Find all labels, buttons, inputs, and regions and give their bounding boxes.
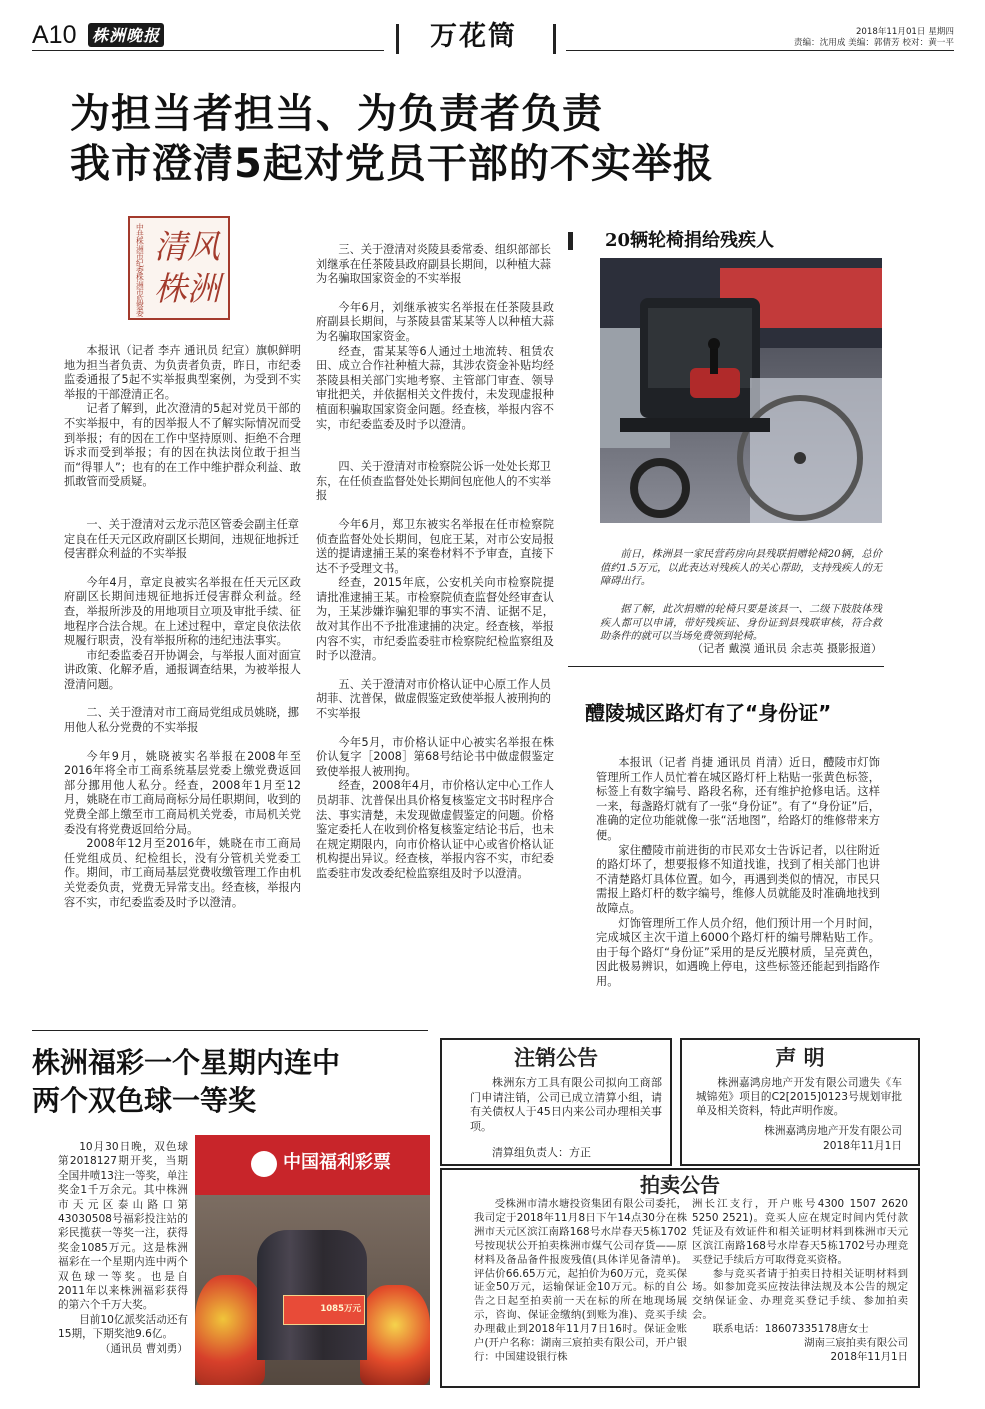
notice-cancel-box: [440, 1038, 672, 1166]
issue-date: 2018年11月01日 星期四: [855, 27, 954, 37]
body-paragraph: 本报讯（记者 李卉 通讯员 纪宣）旗帜鲜明地为担当者负责、为负责者负责，昨日，市纪委监委通报了5起不实举报典型案例，为受到不实举报的干部澄清正名。: [64, 344, 301, 401]
notice-statement-box: [680, 1038, 920, 1166]
body-paragraph: 市纪委监委召开协调会，与举报人面对面宣讲政策、化解矛盾，通报调查结果，为被举报人澄清问题。: [64, 648, 301, 691]
discipline-seal: [128, 216, 230, 320]
paragraph-spacer: [316, 432, 554, 460]
notice-cancel-sign: 清算组负责人：方正: [492, 1146, 591, 1159]
auction-date: 2018年11月1日: [830, 1350, 908, 1363]
body-paragraph: 今年9月，姚晓被实名举报在2008年至2016年将全市工商系统基层党委上缴党费返回部分挪用他人私分。经查，2008年1月至12月，姚晓在市工商局商标分局任职期间，收到的党费全部上缴至市工商局机关党委，市局机关党委没有将党费返回给分局。: [64, 749, 301, 836]
case-heading: 五、关于澄清对市价格认证中心原工作人员胡菲、沈普保，做虚假鉴定致使举报人被刑拘的不实举报: [316, 677, 551, 721]
photo-caption-2: 据了解，此次捐赠的轮椅只要是该县一、二级下肢肢体残疾人都可以申请，带好残疾证、身份证到县残联审核，符合救助条件的就可以当场免费领到轮椅。: [600, 604, 882, 643]
paragraph-spacer: [316, 287, 554, 301]
photo-story-title: 20辆轮椅捐给残疾人: [605, 230, 775, 251]
lamp-para: 本报讯（记者 肖捷 通讯员 肖清）近日，醴陵市灯饰管理所工作人员忙着在城区路灯杆上粘贴一张黄色标签，标签上有数字编号、路段名称，还有维护抢修电话。这样一来，每盏路灯就有了一张“身份证”。有了“身份证”后，准确的定位功能就像一张“活地图”，给路灯的维修带来方便。: [596, 756, 880, 842]
lottery-photo-sign: [195, 1135, 430, 1195]
headline-line-2: 我市澄清5起对党员干部的不实举报: [70, 141, 714, 187]
masthead-rule-left: [32, 50, 384, 51]
notice-statement-sign: 株洲嘉鸿房地产开发有限公司: [764, 1125, 902, 1137]
paragraph-spacer: [64, 490, 301, 518]
section-name: 万花筒: [430, 21, 517, 52]
lower-section-rule: [32, 1030, 428, 1031]
lamp-para: 家住醴陵市前进街的市民邓女士告诉记者，以往附近的路灯坏了，想要报修不知道找谁，找到了相关部门也讲不清楚路灯具体位置。如今，再遇到类似的情况，市民只需报上路灯杆的数字编号，维修人员就能及时准确地找到故障点。: [596, 843, 880, 915]
auction-contact: 联系电话：18607335178唐女士: [712, 1323, 869, 1336]
main-story-column-2: [316, 243, 554, 882]
case-heading: 二、关于澄清对市工商局党组成员姚晓，挪用他人私分党费的不实举报: [64, 706, 299, 735]
body-paragraph: 经查，2015年底，公安机关向市检察院提请批准逮捕王某。市检察院侦查监督处经审查认为，王某涉嫌诈骗犯罪的事实不清、证据不足，故对其作出不予批准逮捕的决定。经查核，举报内容不实，市纪委监委驻市检察院纪检监察组及时予以澄清。: [316, 576, 554, 663]
notice-auction-left: 受株洲市清水塘投资集团有限公司委托，我司定于2018年11月8日下午14点30分在株洲市天元区滨江南路168号水岸春天5栋1702号按现状公开拍卖株洲市煤气公司存货——原材料及备品备件报废残值(具体详见备清单)。评估价66.65万元，起拍价为60万元，竞买保证金50万元，运输保证金10万元。标的自公告之日起至拍卖前一天在标的所在地现场展示，咨询、保证金缴纳(到账为准)、竞买手续办理截止到2018年11月7日16时。保证金账户(开户名称：湖南三宸拍卖有限公司，开户银行：中国建设银行株: [474, 1198, 687, 1363]
notice-auction-box: [440, 1168, 920, 1388]
case-heading: 四、关于澄清对市检察院公诉一处处长郑卫东，在任侦查监督处处长期间包庇他人的不实举报: [316, 460, 551, 503]
photo-story-rule: [568, 232, 573, 250]
masthead-rule-right: [566, 50, 954, 51]
paragraph-spacer: [316, 664, 554, 678]
body-paragraph: 今年6月，郑卫东被实名举报在任市检察院侦查监督处处长期间，包庇王某，对市公安局报送的提请逮捕王某的案卷材料不予审查，直接下达不予受理文书。: [316, 517, 554, 575]
section-bar-right: [553, 24, 556, 54]
body-paragraph: 今年5月，市价格认证中心被实名举报在株价认复字［2008］第68号结论书中做虚假鉴定致使举报人被刑拘。: [316, 735, 554, 778]
section-bar: [396, 24, 399, 54]
lottery-sign-text: 中国福利彩票: [283, 1152, 391, 1173]
lottery-body: [58, 1140, 188, 1356]
notice-cancel-title: 注销公告: [514, 1046, 598, 1070]
seal-small-text: 中共株洲市纪委株洲市监察委: [136, 223, 144, 319]
notice-statement-body: 株洲嘉鸿房地产开发有限公司遗失《车城锦苑》项目的C2[2015]0123号规划审批单及相关资料，特此声明作废。: [696, 1077, 902, 1118]
notice-cancel-body: 株洲东方工具有限公司拟向工商部门申请注销，公司已成立清算小组，请有关债权人于45日内来公司办理相关事项。: [470, 1076, 662, 1133]
paragraph-spacer: [64, 562, 301, 576]
photo-story-bottom-rule: [568, 666, 884, 667]
notice-auction-title: 拍卖公告: [640, 1173, 720, 1197]
photo-credit: （记者 戴漠 通讯员 余志英 摄影报道）: [692, 642, 882, 655]
lottery-credit: （通讯员 曹刘勇）: [99, 1342, 188, 1355]
page-number: A10: [32, 21, 77, 49]
body-paragraph: 今年4月，章定良被实名举报在任天元区政府副区长期间违规征地拆迁侵害群众利益。经查，举报所涉及的用地项目立项及审批手续、征地程序合法合规。在上述过程中，章定良依法依规履行职责，没有举报所称的违纪违法事实。: [64, 575, 301, 648]
big-check: [283, 1295, 365, 1325]
lottery-title-line-1: 株洲福彩一个星期内连中: [32, 1046, 341, 1079]
paragraph-spacer: [64, 736, 301, 750]
headline-line-1: 为担当者担当、为负责者负责: [70, 91, 603, 137]
lottery-para: 10月30日晚，双色球第2018127期开奖，当期全国井喷13注一等奖，单注奖金1千万余元。其中株洲市天元区泰山路口第43030508号福彩投注站的彩民揽获一等奖一注，获得奖金1085万元。这是株洲福彩在一个星期内连中两个双色球一等奖。也是自2011年以来株洲福彩获得的第六个千万大奖。: [58, 1141, 189, 1312]
lamp-para: 灯饰管理所工作人员介绍，他们预计用一个月时间，完成城区主次干道上6000个路灯杆的编号牌粘贴工作。由于每个路灯“身份证”采用的是反光膜材质，呈亮黄色，因此极易辨识，如遇晚上停电，这些标签还能起到指路作用。: [596, 916, 880, 988]
lottery-para: 目前10亿派奖活动还有15期，下期奖池9.6亿。: [58, 1313, 189, 1341]
auction-right-para-1: 洲长江支行，开户账号4300 1507 2620 5250 2521)。竞买人应在规定时间内凭付款凭证及有效证件和相关证明材料到株洲市天元区滨江南路168号水岸春天5栋1702号办理竞买登记手续后方可取得竞买资格。: [692, 1198, 908, 1266]
lamp-story-title: 醴陵城区路灯有了“身份证”: [585, 701, 832, 725]
notice-statement-date: 2018年11月1日: [823, 1140, 902, 1152]
lion-dance-left: [195, 1275, 265, 1385]
photo-caption-1: 前日，株洲县一家民营药房向县残联捐赠轮椅20辆，总价值约1.5万元，以此表达对残疾人的关心帮助，支持残疾人的无障碍出行。: [600, 549, 882, 588]
paragraph-spacer: [64, 692, 301, 706]
paper-name: 株洲晚报: [92, 26, 161, 45]
case-heading: 一、关于澄清对云龙示范区管委会副主任章定良在任天元区政府副区长期间，违规征地拆迁侵害群众利益的不实举报: [64, 517, 299, 561]
body-paragraph: 经查，雷某某等6人通过土地流转、租赁农田、成立合作社种植大蒜，其涉农资金补贴均经茶陵县相关部门实地考察、主管部门审查、领导审批把关，并依据相关文件拨付，未发现虚报种植面积骗取国家资金问题。经查核，举报内容不实，市纪委监委及时予以澄清。: [316, 344, 554, 431]
lamp-story-body: [596, 756, 880, 990]
auction-right-para-2: 参与竞买者请于拍卖日持相关证明材料到场。如参加竞买应按法律法规及本公告的规定交纳保证金、办理竞买登记手续、参加拍卖会。: [692, 1267, 908, 1322]
notice-statement-title: 声 明: [775, 1046, 825, 1070]
lottery-logo-icon: [251, 1151, 277, 1177]
wheelchair-illustration: [600, 258, 882, 523]
notice-auction-right: [692, 1198, 908, 1365]
body-paragraph: 记者了解到，此次澄清的5起对党员干部的不实举报中，有的因举报人不了解实际情况而受到举报；有的因在工作中坚持原则、拒绝不合理诉求而受到举报；有的因在执法岗位敢于担当而“得罪人”；也有的在工作中维护群众利益、敢抓敢管而受质疑。: [64, 402, 301, 489]
big-check-amount: 1085万元: [320, 1304, 361, 1314]
body-paragraph: 经查，2008年4月，市价格认定中心工作人员胡菲、沈普保出具价格复核鉴定文书时程序合法、事实清楚，未发现做虚假鉴定的问题。价格鉴定委托人在收到价格复核鉴定结论书后，也未在规定期限内，向市价格认证中心或省价格认证机构提出异议。经查核，举报内容不实，市纪委监委驻市发改委纪检监察组及时予以澄清。: [316, 779, 554, 880]
paragraph-spacer: [316, 504, 554, 518]
body-paragraph: 2008年12月至2016年，姚晓在市工商局任党组成员、纪检组长，没有分管机关党委工作。期间，市工商局基层党费收缴管理工作由机关党委负责，党费无异常支出。经查核，举报内容不实，市纪委监委及时予以澄清。: [64, 837, 301, 909]
editors-line: 责编：沈用成 美编：郭倩芳 校对：黄一平: [793, 38, 954, 48]
lottery-title-line-2: 两个双色球一等奖: [32, 1084, 257, 1117]
paragraph-spacer: [316, 722, 554, 736]
wheelchair-photo: [600, 258, 882, 523]
main-story-column-1: [64, 344, 301, 910]
lottery-photo: [195, 1135, 430, 1385]
auction-sign: 湖南三宸拍卖有限公司: [804, 1337, 908, 1350]
lion-dance-right: [360, 1285, 430, 1385]
body-paragraph: 今年6月，刘继承被实名举报在任茶陵县政府副县长期间，与茶陵县雷某某等人以种植大蒜为名骗取国家资金。: [316, 300, 554, 343]
seal-calligraphy: 清风株洲: [154, 227, 220, 308]
case-heading: 三、关于澄清对炎陵县委常委、组织部部长刘继承在任茶陵县政府副县长期间，以种植大蒜为名骗取国家资金的不实举报: [316, 243, 551, 286]
